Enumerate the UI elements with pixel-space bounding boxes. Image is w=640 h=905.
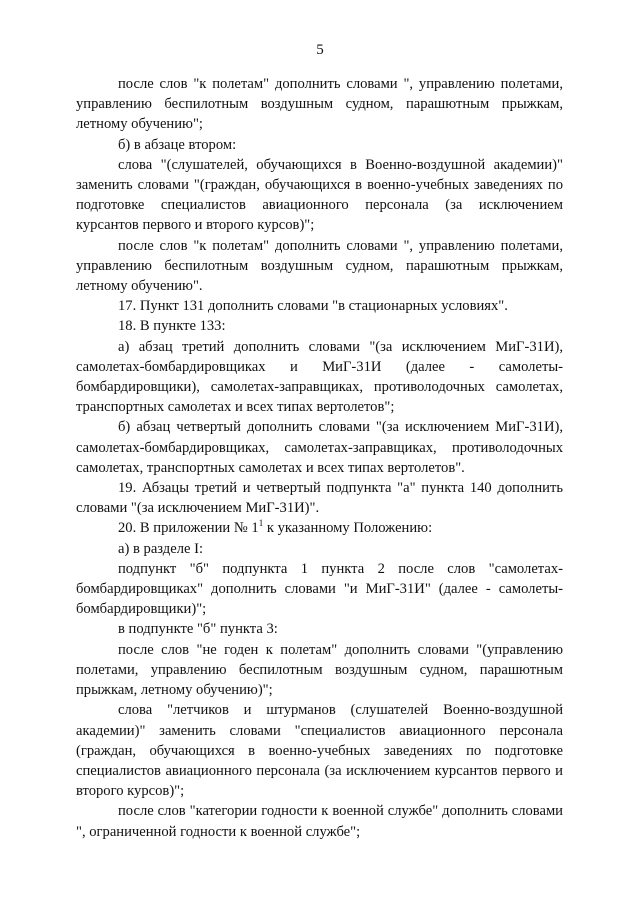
paragraph-20-tail: к указанному Положению: [263, 520, 433, 537]
document-body [76, 74, 563, 842]
paragraph: после слов "не годен к полетам" дополнить словами "(управлению полетами, управлению беспилотным воздушным судном, парашютным прыжкам, летному обучению)"; [76, 641, 563, 699]
paragraph: подпункт "б" подпункта 1 пункта 2 после слов "самолетах-бомбардировщиках" дополнить словами "и МиГ-31И" (далее - самолеты-бомбардировщики)"; [76, 560, 563, 618]
paragraph: б) абзац четвертый дополнить словами "(за исключением МиГ-31И), самолетах-бомбардировщиках, самолетах-заправщиках, противолодочных самолетах, транспортных самолетах и всех типах вертолетов". [76, 419, 563, 476]
paragraph: после слов "к полетам" дополнить словами ", управлению полетами, управлению беспилотным воздушным судном, парашютным прыжкам, летному обучению". [76, 237, 563, 295]
paragraph: слова "летчиков и штурманов (слушателей Военно-воздушной академии)" заменить словами "специалистов авиационного персонала (граждан, обучающихся в военно-учебных заведениях по подготовке специалистов авиационного персонала (за исключением курсантов первого и второго курсов)"; [76, 702, 563, 800]
paragraph-20-lead: 20. В приложении № 1 [118, 520, 259, 537]
paragraph: после слов "категории годности к военной службе" дополнить словами ", ограниченной годности к военной службе"; [76, 803, 563, 840]
page-number: 5 [316, 42, 324, 58]
paragraph: б) в абзаце втором: [118, 136, 237, 153]
paragraph: после слов "к полетам" дополнить словами ", управлению полетами, управлению беспилотным воздушным судном, парашютным прыжкам, летному обучению"; [76, 76, 563, 133]
paragraph-20 [76, 518, 563, 538]
superscript-1: 1 [258, 518, 264, 529]
paragraph: а) в разделе I: [118, 540, 204, 557]
paragraph: слова "(слушателей, обучающихся в Военно-воздушной академии)" заменить словами "(граждан, обучающихся в военно-учебных заведениях по подготовке специалистов авиационного персонала (за исключением курсантов первого и второго курсов)"; [76, 156, 563, 234]
paragraph: а) абзац третий дополнить словами "(за исключением МиГ-31И), самолетах-бомбардировщиках и МиГ-31И (далее - самолеты-бомбардировщики), самолетах-заправщиках, противолодочных самолетах, транспортных самолетах и всех типах вертолетов"; [76, 338, 563, 416]
paragraph: 19. Абзацы третий и четвертый подпункта "а" пункта 140 дополнить словами "(за исключением МиГ-31И)". [76, 480, 563, 517]
paragraph: в подпункте "б" пункта 3: [118, 621, 278, 638]
paragraph: 18. В пункте 133: [118, 318, 226, 335]
paragraph: 17. Пункт 131 дополнить словами "в стационарных условиях". [118, 298, 508, 315]
